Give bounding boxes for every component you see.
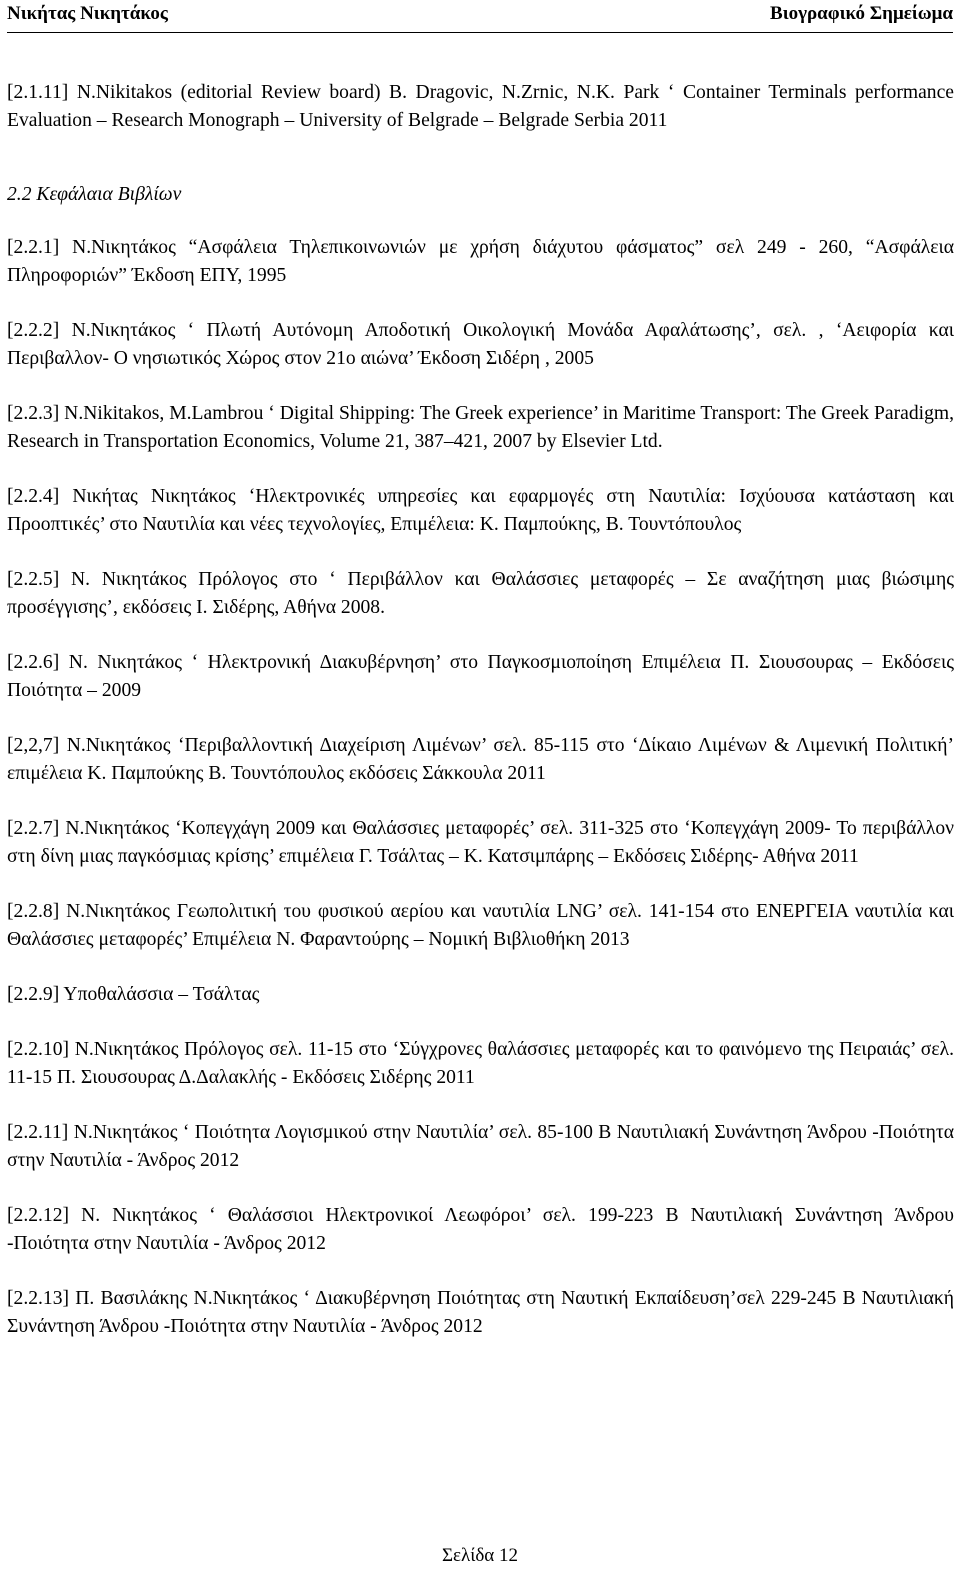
- reference-id: [2.2.10]: [7, 1039, 70, 1060]
- reference-id: [2.2.3]: [7, 403, 60, 424]
- reference-entry: [7, 79, 954, 135]
- page-number: Σελίδα 12: [441, 1545, 519, 1566]
- reference-text: Ν.Νικητάκος Γεωπολιτική του φυσικού αερίου και ναυτιλία LNG’ σελ. 141-154 στο ΕΝΕΡΓΕΙΑ ναυτιλία και Θαλάσσιες μεταφορές’ Επιμέλεια Ν. Φαραντούρης – Νομική Βιβλιοθήκη 2013: [7, 901, 954, 950]
- header-author: Νικήτας Νικητάκος: [7, 3, 168, 24]
- reference-entry: [7, 483, 954, 539]
- reference-entry: [7, 898, 954, 954]
- reference-entry: [7, 1202, 954, 1258]
- reference-id: [2.2.9]: [7, 984, 60, 1005]
- reference-text: Ν.Νικητάκος ‘ Ποιότητα Λογισμικού στην Ναυτιλία’ σελ. 85-100 Β Ναυτιλιακή Συνάντηση Άνδρου -Ποιότητα στην Ναυτιλία - Άνδρος 2012: [7, 1122, 954, 1171]
- reference-id: [2.2.6]: [7, 652, 60, 673]
- reference-id: [2.2.11]: [7, 1122, 69, 1143]
- reference-text: Υποθαλάσσια – Τσάλτας: [63, 984, 260, 1005]
- reference-text: N.Nikitakos (editorial Review board) B. Dragovic, N.Zrnic, N.K. Park ‘ Container Terminals performance Evaluation – Research Monograph – University of Belgrade – Belgrade Serbia 2011: [7, 82, 954, 131]
- reference-text: Ν.Νικητάκος ‘Κοπεγχάγη 2009 και Θαλάσσιες μεταφορές’ σελ. 311-325 στο ‘Κοπεγχάγη 2009- Το περιβάλλον στη δίνη μιας παγκόσμιας κρίσης’ επιμέλεια Γ. Τσάλτας – Κ. Κατσιμπάρης – Εκδόσεις Σιδέρης- Αθήνα 2011: [7, 818, 954, 867]
- reference-text: Ν. Νικητάκος ‘ Ηλεκτρονική Διακυβέρνηση’ στο Παγκοσμιοποίηση Επιμέλεια Π. Σιουσουρας – Εκδόσεις Ποιότητα – 2009: [7, 652, 954, 701]
- reference-entry: [7, 1119, 954, 1175]
- reference-entry: [7, 649, 954, 705]
- section-title: 2.2 Κεφάλαια Βιβλίων: [7, 184, 182, 205]
- reference-entry: [7, 1285, 954, 1341]
- reference-text: N.Nikitakos, M.Lambrou ‘ Digital Shipping: The Greek experience’ in Maritime Transport: The Greek Paradigm, Research in Transportation Economics, Volume 21, 387–421, 2007 by Elsevier Ltd.: [7, 403, 954, 452]
- header-doc-title: Βιογραφικό Σημείωμα: [770, 3, 953, 24]
- reference-id: [2,2,7]: [7, 735, 60, 756]
- reference-text: Ν. Νικητάκος ‘ Θαλάσσιοι Ηλεκτρονικοί Λεωφόροι’ σελ. 199-223 Β Ναυτιλιακή Συνάντηση Άνδρου -Ποιότητα στην Ναυτιλία - Άνδρος 2012: [7, 1205, 955, 1254]
- reference-entry: [7, 400, 954, 456]
- reference-text: Ν.Νικητάκος Πρόλογος σελ. 11-15 στο ‘Σύγχρονες θαλάσσιες μεταφορές και το φαινόμενο της Πειραιάς’ σελ. 11-15 Π. Σιουσουρας Δ.Δαλακλής - Εκδόσεις Σιδέρης 2011: [7, 1039, 954, 1088]
- reference-text: Ν.Νικητάκος ‘Περιβαλλοντική Διαχείριση Λιμένων’ σελ. 85-115 στο ‘Δίκαιο Λιμένων & Λιμενική Πολιτική’ επιμέλεια Κ. Παμπούκης Β. Τουντόπουλος εκδόσεις Σάκκουλα 2011: [7, 735, 954, 784]
- reference-entry: [7, 815, 954, 871]
- reference-id: [2.2.7]: [7, 818, 60, 839]
- reference-id: [2.2.13]: [7, 1288, 70, 1309]
- reference-id: [2.2.1]: [7, 237, 60, 258]
- reference-id: [2.1.11]: [7, 82, 69, 103]
- reference-id: [2.2.4]: [7, 486, 60, 507]
- reference-id: [2.2.5]: [7, 569, 60, 590]
- page-header: [7, 0, 953, 33]
- reference-entry: [7, 1036, 954, 1092]
- reference-text: Ν.Νικητάκος “Ασφάλεια Τηλεπικοινωνιών με χρήση διάχυτου φάσματος” σελ 249 - 260, “Ασφάλεια Πληροφοριών” Έκδοση ΕΠΥ, 1995: [7, 237, 954, 286]
- reference-text: Π. Βασιλάκης Ν.Νικητάκος ‘ Διακυβέρνηση Ποιότητας στη Ναυτική Εκπαίδευση’σελ 229-245 Β Ναυτιλιακή Συνάντηση Άνδρου -Ποιότητα στην Ναυτιλία - Άνδρος 2012: [7, 1288, 954, 1337]
- reference-text: Ν.Νικητάκος ‘ Πλωτή Αυτόνομη Αποδοτική Οικολογική Μονάδα Αφαλάτωσης’, σελ. , ‘Αειφορία και Περιβαλλον- Ο νησιωτικός Χώρος στον 21ο αιώνα’ Έκδοση Σιδέρη , 2005: [7, 320, 954, 369]
- reference-text: Ν. Νικητάκος Πρόλογος στο ‘ Περιβάλλον και Θαλάσσιες μεταφορές – Σε αναζήτηση μιας βιώσιμης προσέγγισης’, εκδόσεις Ι. Σιδέρης, Αθήνα 2008.: [7, 569, 954, 618]
- reference-text: Νικήτας Νικητάκος ‘Ηλεκτρονικές υπηρεσίες και εφαρμογές στη Ναυτιλία: Ισχύουσα κατάσταση και Προοπτικές’ στο Ναυτιλία και νέες τεχνολογίες, Επιμέλεια: Κ. Παμπούκης, Β. Τουντόπουλος: [7, 486, 954, 535]
- page-content: [7, 79, 954, 1341]
- reference-entry: [7, 732, 954, 788]
- reference-id: [2.2.2]: [7, 320, 60, 341]
- reference-entry: [7, 317, 954, 373]
- reference-id: [2.2.12]: [7, 1205, 70, 1226]
- reference-entry: [7, 566, 954, 622]
- reference-entry: [7, 234, 954, 290]
- reference-id: [2.2.8]: [7, 901, 60, 922]
- reference-entry: [7, 981, 954, 1009]
